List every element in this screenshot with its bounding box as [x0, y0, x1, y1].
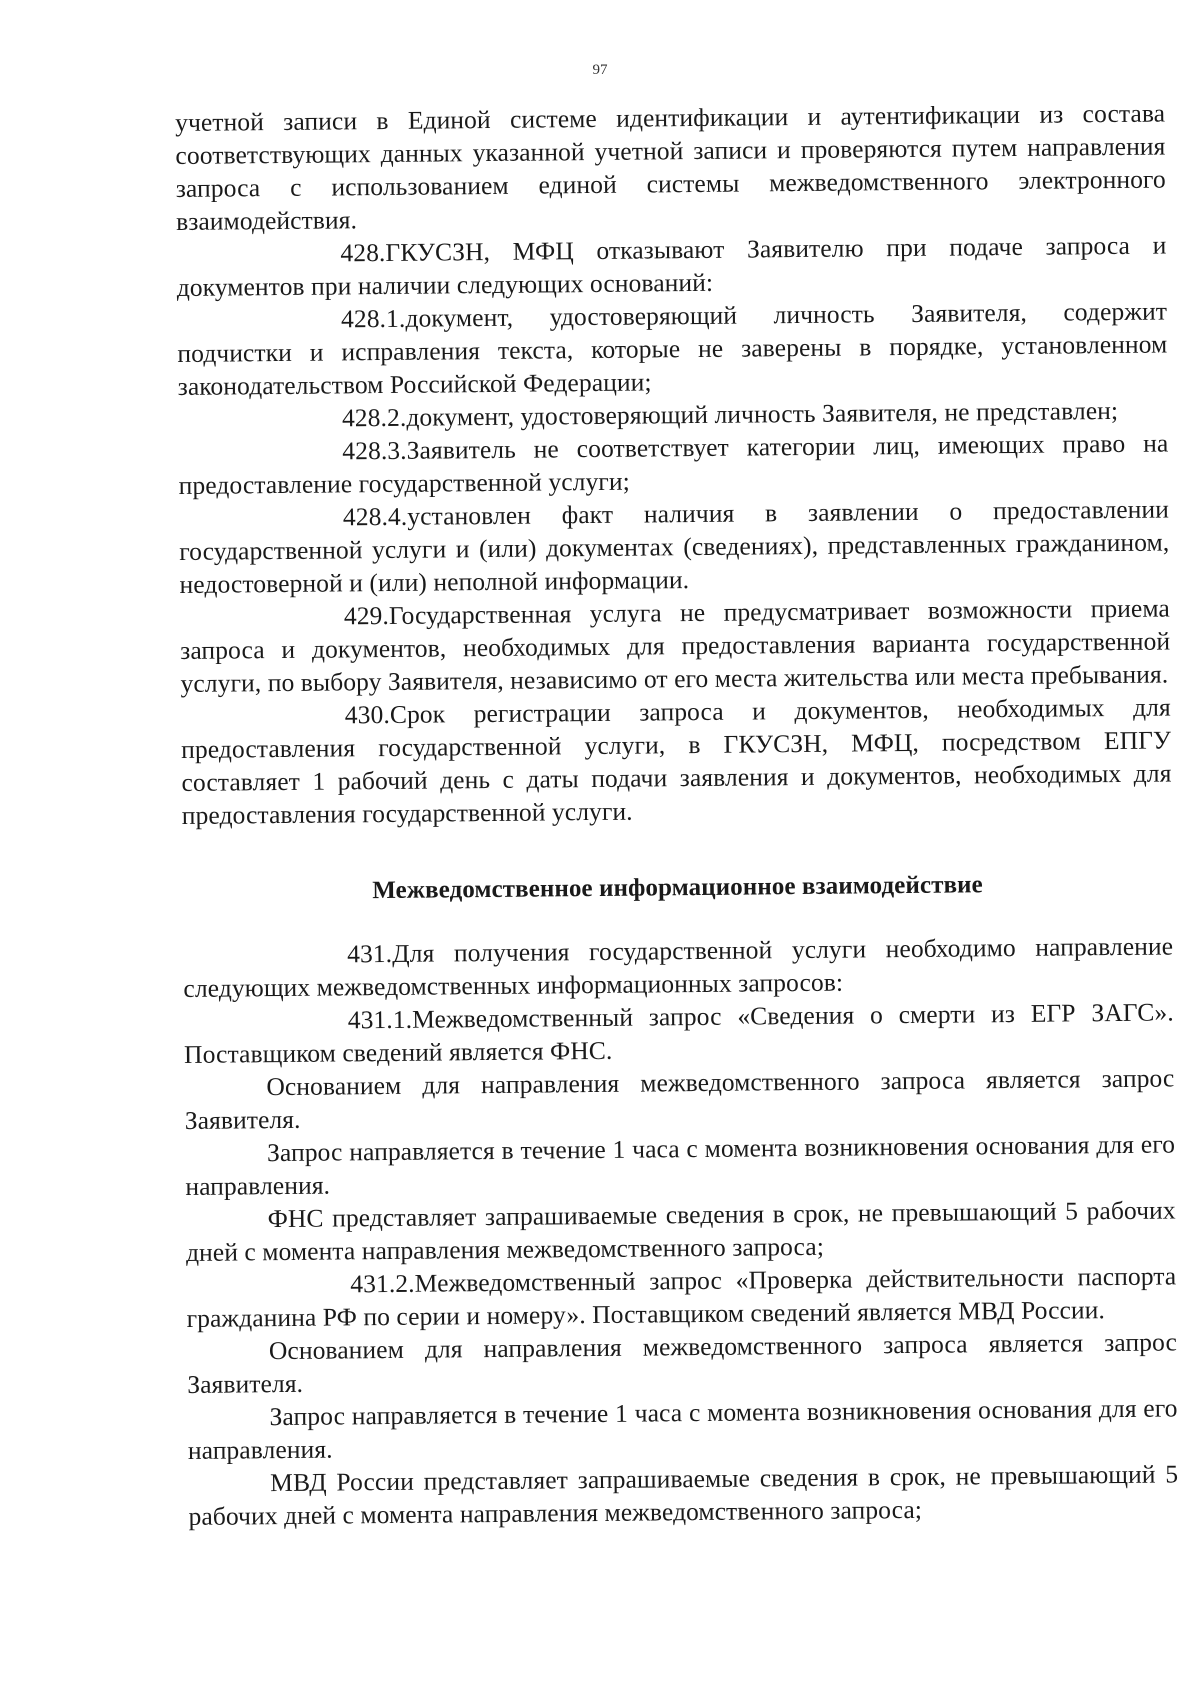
clause-number: 428.4.	[342, 501, 408, 532]
clause-428-4	[179, 492, 1170, 600]
paragraph-431-1-timing	[185, 1127, 1176, 1203]
clause-428	[176, 228, 1167, 304]
paragraph-text: Основанием для направления межведомственного запроса является запрос Заявителя.	[184, 1063, 1175, 1135]
clause-number: 431.1.	[347, 1004, 413, 1035]
clause-text: установлен факт наличия в заявлении о предоставлении государственной услуги и (или) документах (сведениях), представленных гражданином, недостоверной и (или) неполной информации.	[179, 494, 1170, 599]
paragraph-text: учетной записи в Единой системе идентификации и аутентификации из состава соответствующих данных указанной учетной записи и проверяются путем направления запроса с использованием единой системы межведомственного электронного взаимодействия.	[175, 98, 1166, 236]
clause-number: 429.	[343, 600, 390, 631]
clause-text: Межведомственный запрос «Сведения о смерти из ЕГР ЗАГС». Поставщиком сведений является ФНС.	[183, 997, 1174, 1069]
clause-431-1	[184, 995, 1175, 1071]
clause-number: 428.1.	[340, 303, 406, 334]
clause-number: 428.2.	[341, 402, 407, 433]
clause-number: 431.2.	[350, 1268, 415, 1299]
clause-number: 430.	[344, 699, 391, 730]
clause-428-1	[177, 294, 1168, 402]
clause-text: Для получения государственной услуги необходимо направление следующих межведомственных информационных запросов:	[183, 931, 1174, 1003]
paragraph-text: Запрос направляется в течение 1 часа с момента возникновения основания для его направления.	[185, 1129, 1176, 1201]
page-number: 97	[592, 62, 608, 78]
clause-number: 428.	[340, 237, 386, 268]
clause-text: Государственная услуга не предусматривает возможности приема запроса и документов, необходимых для предоставления варианта государственной услуги, по выбору Заявителя, независимо от его места жительства или места пребывания.	[180, 593, 1171, 698]
document-body	[175, 96, 1179, 1532]
clause-number: 431.	[347, 938, 393, 969]
clause-number: 428.3.	[342, 435, 407, 466]
clause-431	[183, 929, 1174, 1005]
clause-428-3	[178, 426, 1169, 502]
clause-text: Межведомственный запрос «Проверка действительности паспорта гражданина РФ по серии и номеру». Поставщиком сведений является МВД России.	[186, 1261, 1177, 1333]
clause-text: ГКУСЗН, МФЦ отказывают Заявителю при подаче запроса и документов при наличии следующих оснований:	[176, 230, 1167, 302]
clause-text: документ, удостоверяющий личность Заявителя, содержит подчистки и исправления текста, которые не заверены в порядке, установленном законодательством Российской Федерации;	[177, 296, 1168, 401]
clause-text: Срок регистрации запроса и документов, необходимых для предоставления государственной услуги, в ГКУСЗН, МФЦ, посредством ЕПГУ составляет 1 рабочий день с даты подачи заявления и документов, необходимых для предоставления государственной услуги.	[181, 692, 1172, 830]
clause-text: Заявитель не соответствует категории лиц, имеющих право на предоставление государственной услуги;	[178, 428, 1169, 500]
paragraph-431-1-deadline	[186, 1193, 1177, 1269]
paragraph-continuation	[175, 96, 1166, 237]
paragraph-431-1-basis	[184, 1061, 1175, 1137]
clause-430	[181, 690, 1172, 831]
section-heading: Межведомственное информационное взаимодействие	[372, 871, 983, 905]
paragraph-text: МВД России представляет запрашиваемые сведения в срок, не превышающий 5 рабочих дней с момента направления межведомственного запроса;	[188, 1459, 1179, 1531]
paragraph-text: Запрос направляется в течение 1 часа с момента возникновения основания для его направления.	[187, 1393, 1178, 1465]
paragraph-431-2-timing	[187, 1391, 1178, 1467]
clause-431-2	[186, 1259, 1177, 1335]
paragraph-text: ФНС представляет запрашиваемые сведения в срок, не превышающий 5 рабочих дней с момента направления межведомственного запроса;	[185, 1195, 1176, 1267]
paragraph-text: Основанием для направления межведомственного запроса является запрос Заявителя.	[187, 1327, 1178, 1399]
paragraph-431-2-deadline	[188, 1457, 1179, 1533]
clause-429	[180, 591, 1171, 699]
paragraph-431-2-basis	[187, 1325, 1178, 1401]
clause-text: документ, удостоверяющий личность Заявителя, не представлен;	[406, 395, 1119, 432]
